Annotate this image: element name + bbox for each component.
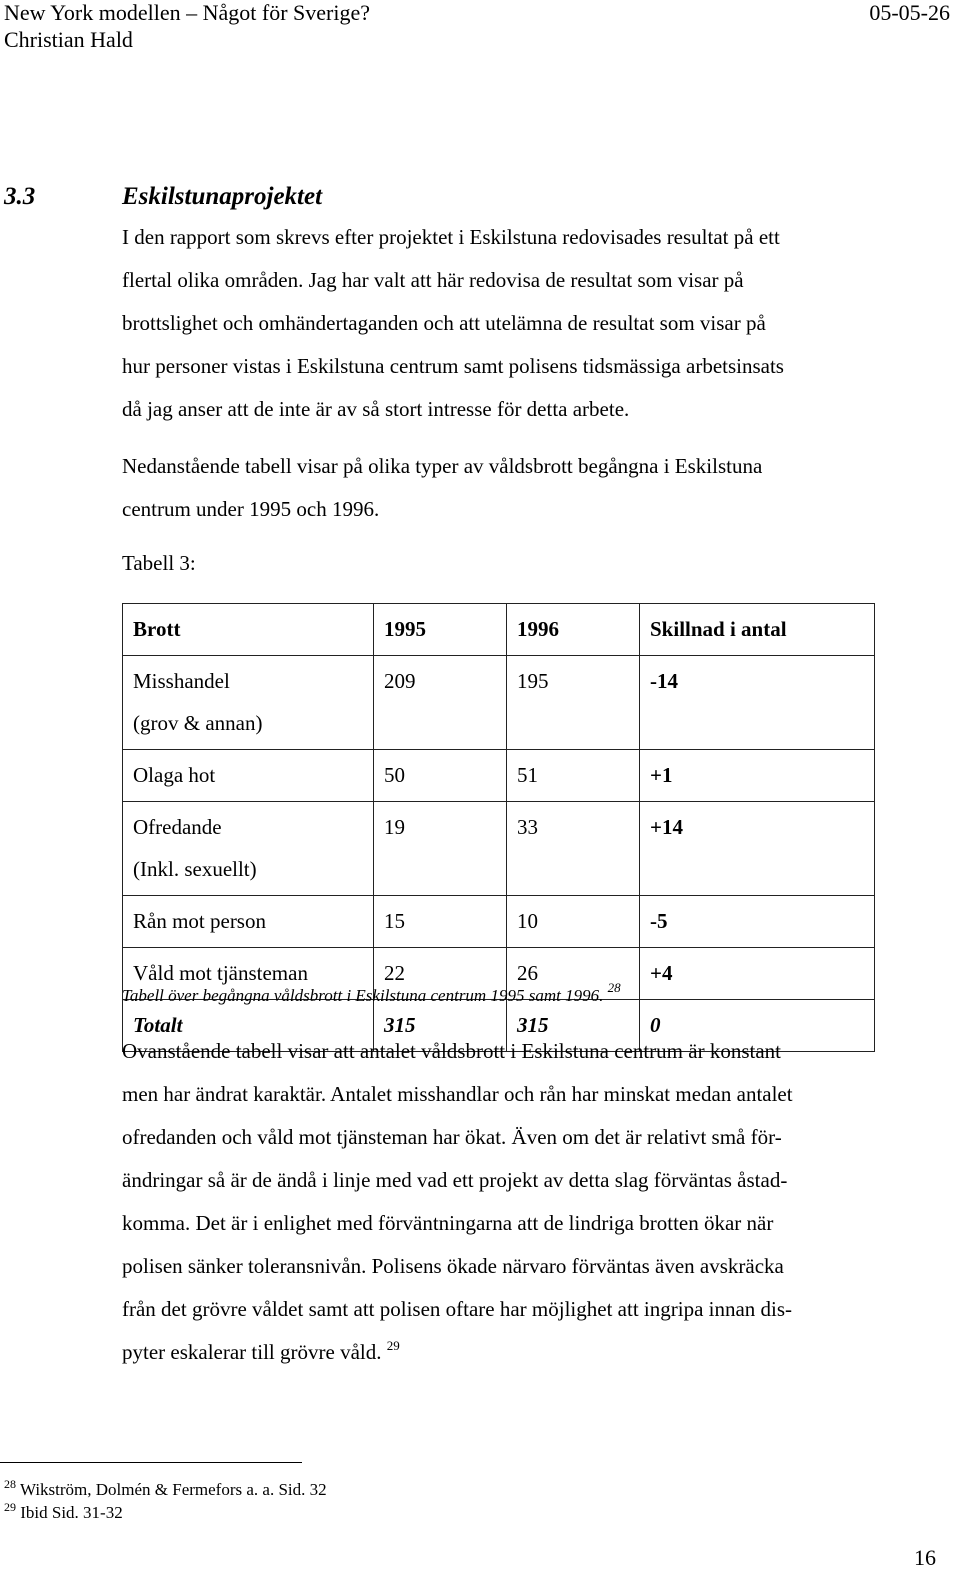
value-1996: 10 bbox=[507, 896, 640, 948]
header-cell-difference: Skillnad i antal bbox=[640, 604, 875, 656]
paragraph-1-line: då jag anser att de inte är av så stort intresse för detta arbete. bbox=[122, 397, 630, 421]
table-label: Tabell 3: bbox=[122, 551, 196, 575]
total-1995: 315 bbox=[374, 1000, 507, 1052]
crime-table bbox=[122, 603, 875, 1052]
footnote-number: 29 bbox=[4, 1500, 16, 1514]
crime-note: (Inkl. sexuellt) bbox=[133, 857, 257, 881]
header-cell-crime: Brott bbox=[123, 604, 374, 656]
paragraph-1-line: flertal olika områden. Jag har valt att här redovisa de resultat som visar på bbox=[122, 268, 744, 292]
header-cell-1995: 1995 bbox=[374, 604, 507, 656]
table-header-row bbox=[123, 604, 875, 656]
footnote-text: Ibid Sid. 31-32 bbox=[20, 1503, 123, 1522]
header-date: 05-05-26 bbox=[869, 0, 950, 25]
total-1996: 315 bbox=[507, 1000, 640, 1052]
value-1996: 195 bbox=[507, 656, 640, 750]
paragraph-3-last-line bbox=[122, 1331, 400, 1374]
difference-value: -5 bbox=[640, 896, 875, 948]
table-row bbox=[123, 750, 875, 802]
footnote bbox=[4, 1502, 123, 1524]
value-1996: 26 bbox=[507, 948, 640, 1000]
page-number: 16 bbox=[914, 1545, 936, 1570]
value-1995: 19 bbox=[374, 802, 507, 896]
paragraph-3-line: ofredanden och våld mot tjänsteman har ökat. Även om det är relativt små för- bbox=[122, 1125, 782, 1149]
footnote-ref-28[interactable]: 28 bbox=[607, 980, 621, 995]
footnote bbox=[4, 1479, 327, 1501]
value-1995: 50 bbox=[374, 750, 507, 802]
paragraph-1-line: I den rapport som skrevs efter projektet i Eskilstuna redovisades resultat på ett bbox=[122, 225, 780, 249]
table-row bbox=[123, 896, 875, 948]
footnote-divider bbox=[0, 1462, 302, 1463]
footnote-ref-29[interactable]: 29 bbox=[386, 1338, 400, 1353]
difference-value: +1 bbox=[640, 750, 875, 802]
crime-name: Våld mot tjänsteman bbox=[123, 948, 374, 1000]
difference-value: -14 bbox=[640, 656, 875, 750]
header-author: Christian Hald bbox=[4, 27, 133, 52]
difference-value: +14 bbox=[640, 802, 875, 896]
value-1995: 209 bbox=[374, 656, 507, 750]
paragraph-3-line: från det grövre våldet samt att polisen oftare har möjlighet att ingripa innan dis- bbox=[122, 1297, 793, 1321]
paragraph-3-line: ändringar så är de ändå i linje med vad ett projekt av detta slag förväntas åstad- bbox=[122, 1168, 788, 1192]
section-title: Eskilstunaprojektet bbox=[122, 183, 323, 210]
paragraph-2-line: Nedanstående tabell visar på olika typer av våldsbrott begångna i Eskilstuna bbox=[122, 454, 763, 478]
crime-cell bbox=[123, 802, 374, 896]
difference-value: +4 bbox=[640, 948, 875, 1000]
paragraph-3-line: Ovanstående tabell visar att antalet våldsbrott i Eskilstuna centrum är konstant bbox=[122, 1039, 781, 1063]
crime-name: Ofredande bbox=[133, 815, 222, 839]
table-row bbox=[123, 802, 875, 896]
crime-name: Olaga hot bbox=[123, 750, 374, 802]
header-cell-1996: 1996 bbox=[507, 604, 640, 656]
crime-cell bbox=[123, 656, 374, 750]
footnote-text: Wikström, Dolmén & Fermefors a. a. Sid. 32 bbox=[19, 1480, 327, 1499]
crime-name: Rån mot person bbox=[123, 896, 374, 948]
crime-name: Misshandel bbox=[133, 669, 230, 693]
section-number: 3.3 bbox=[4, 183, 36, 210]
value-1995: 22 bbox=[374, 948, 507, 1000]
paragraph-1-line: brottslighet och omhändertaganden och att utelämna de resultat som visar på bbox=[122, 311, 766, 335]
crime-note: (grov & annan) bbox=[133, 711, 263, 735]
total-label: Totalt bbox=[123, 1000, 374, 1052]
paragraph-3-line: komma. Det är i enlighet med förväntningarna att de lindriga brotten ökar när bbox=[122, 1211, 774, 1235]
table-caption bbox=[122, 980, 621, 1006]
value-1996: 51 bbox=[507, 750, 640, 802]
value-1996: 33 bbox=[507, 802, 640, 896]
header-title: New York modellen – Något för Sverige? bbox=[4, 0, 370, 25]
footnote-number: 28 bbox=[4, 1477, 16, 1491]
value-1995: 15 bbox=[374, 896, 507, 948]
paragraph-3-line: polisen sänker toleransnivån. Polisens ökade närvaro förväntas även avskräcka bbox=[122, 1254, 784, 1278]
caption-text: Tabell över begångna våldsbrott i Eskilstuna centrum 1995 samt 1996. bbox=[122, 986, 604, 1005]
total-difference: 0 bbox=[640, 1000, 875, 1052]
paragraph-3-line: pyter eskalerar till grövre våld. bbox=[122, 1340, 382, 1364]
table-row bbox=[123, 656, 875, 750]
paragraph-1-line: hur personer vistas i Eskilstuna centrum samt polisens tidsmässiga arbetsinsats bbox=[122, 354, 784, 378]
paragraph-3-line: men har ändrat karaktär. Antalet misshandlar och rån har minskat medan antalet bbox=[122, 1082, 793, 1106]
paragraph-2-line: centrum under 1995 och 1996. bbox=[122, 497, 380, 521]
